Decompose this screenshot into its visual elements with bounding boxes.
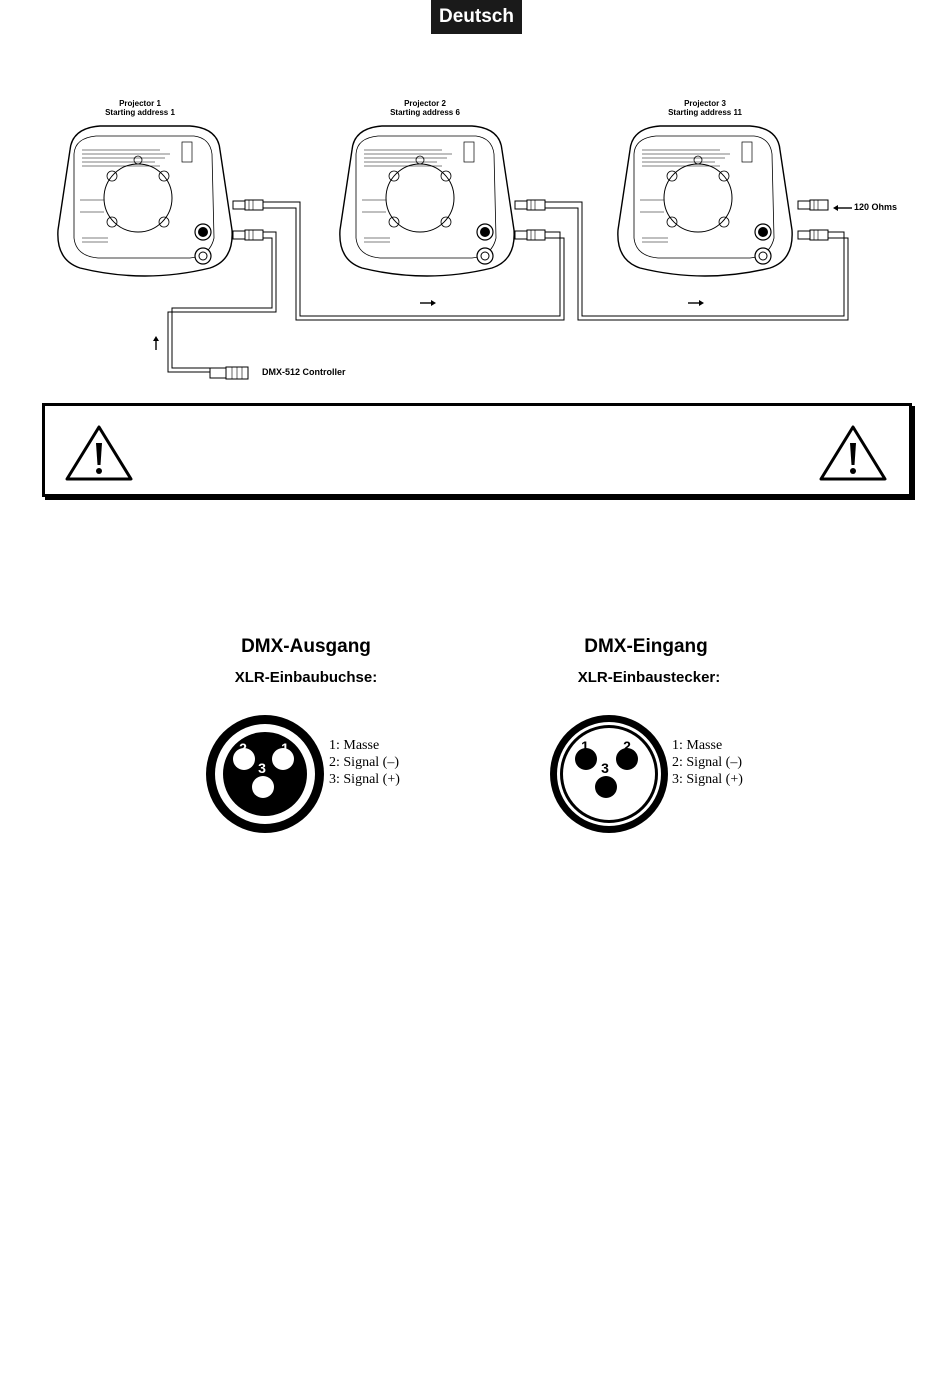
projector-3-name: Projector 3 — [684, 99, 726, 108]
dmx-input-subtitle: XLR-Einbaustecker: — [577, 669, 721, 686]
in-plug-1 — [233, 230, 263, 240]
signal-arrow-icon — [153, 336, 159, 350]
pin-description: 2: Signal (–) — [672, 755, 742, 770]
dmx-output-subtitle: XLR-Einbaubuchse: — [234, 669, 378, 686]
warning-box — [42, 403, 912, 497]
dmx-output-pin-list — [329, 737, 400, 788]
pin-label: 1 — [581, 738, 589, 754]
dmx-wiring-diagram — [0, 0, 950, 400]
projector-2-name: Projector 2 — [404, 99, 446, 108]
warning-icon — [63, 423, 135, 483]
out-plug-2 — [515, 200, 545, 210]
terminator-plug — [798, 200, 828, 210]
pin-description: 3: Signal (+) — [672, 772, 743, 787]
terminator-label: 120 Ohms — [854, 202, 898, 212]
xlr-male-plug-icon — [548, 713, 670, 835]
signal-arrow-icon — [420, 300, 436, 306]
signal-arrow-icon — [688, 300, 704, 306]
dmx-output-title: DMX-Ausgang — [241, 636, 371, 657]
projector-2-panel — [340, 126, 514, 276]
pin-label: 2 — [623, 738, 631, 754]
controller-label: DMX-512 Controller — [262, 367, 346, 377]
pin-label: 3 — [258, 760, 266, 776]
pin-description: 1: Masse — [672, 738, 723, 753]
projector-1-panel — [58, 126, 232, 276]
projector-3-panel — [618, 126, 792, 276]
projector-2-address: Starting address 6 — [390, 108, 460, 117]
pin-label: 3 — [601, 760, 609, 776]
pin-description: 3: Signal (+) — [329, 772, 400, 787]
pin-description: 1: Masse — [329, 738, 380, 753]
controller-plug — [210, 367, 248, 379]
dmx-input-title: DMX-Eingang — [584, 636, 708, 657]
projector-1-name: Projector 1 — [119, 99, 161, 108]
projector-1-address: Starting address 1 — [105, 108, 175, 117]
in-plug-3 — [798, 230, 828, 240]
in-plug-2 — [515, 230, 545, 240]
language-tab: Deutsch — [431, 0, 522, 34]
pin-label: 2 — [239, 740, 247, 756]
out-plug-1 — [233, 200, 263, 210]
xlr-female-socket-icon — [204, 713, 326, 835]
projector-3-address: Starting address 11 — [668, 108, 742, 117]
warning-icon — [817, 423, 889, 483]
pin-description: 2: Signal (–) — [329, 755, 399, 770]
terminator-arrow-icon — [833, 205, 852, 211]
dmx-input-pin-list — [672, 737, 743, 788]
pin-label: 1 — [281, 740, 289, 756]
